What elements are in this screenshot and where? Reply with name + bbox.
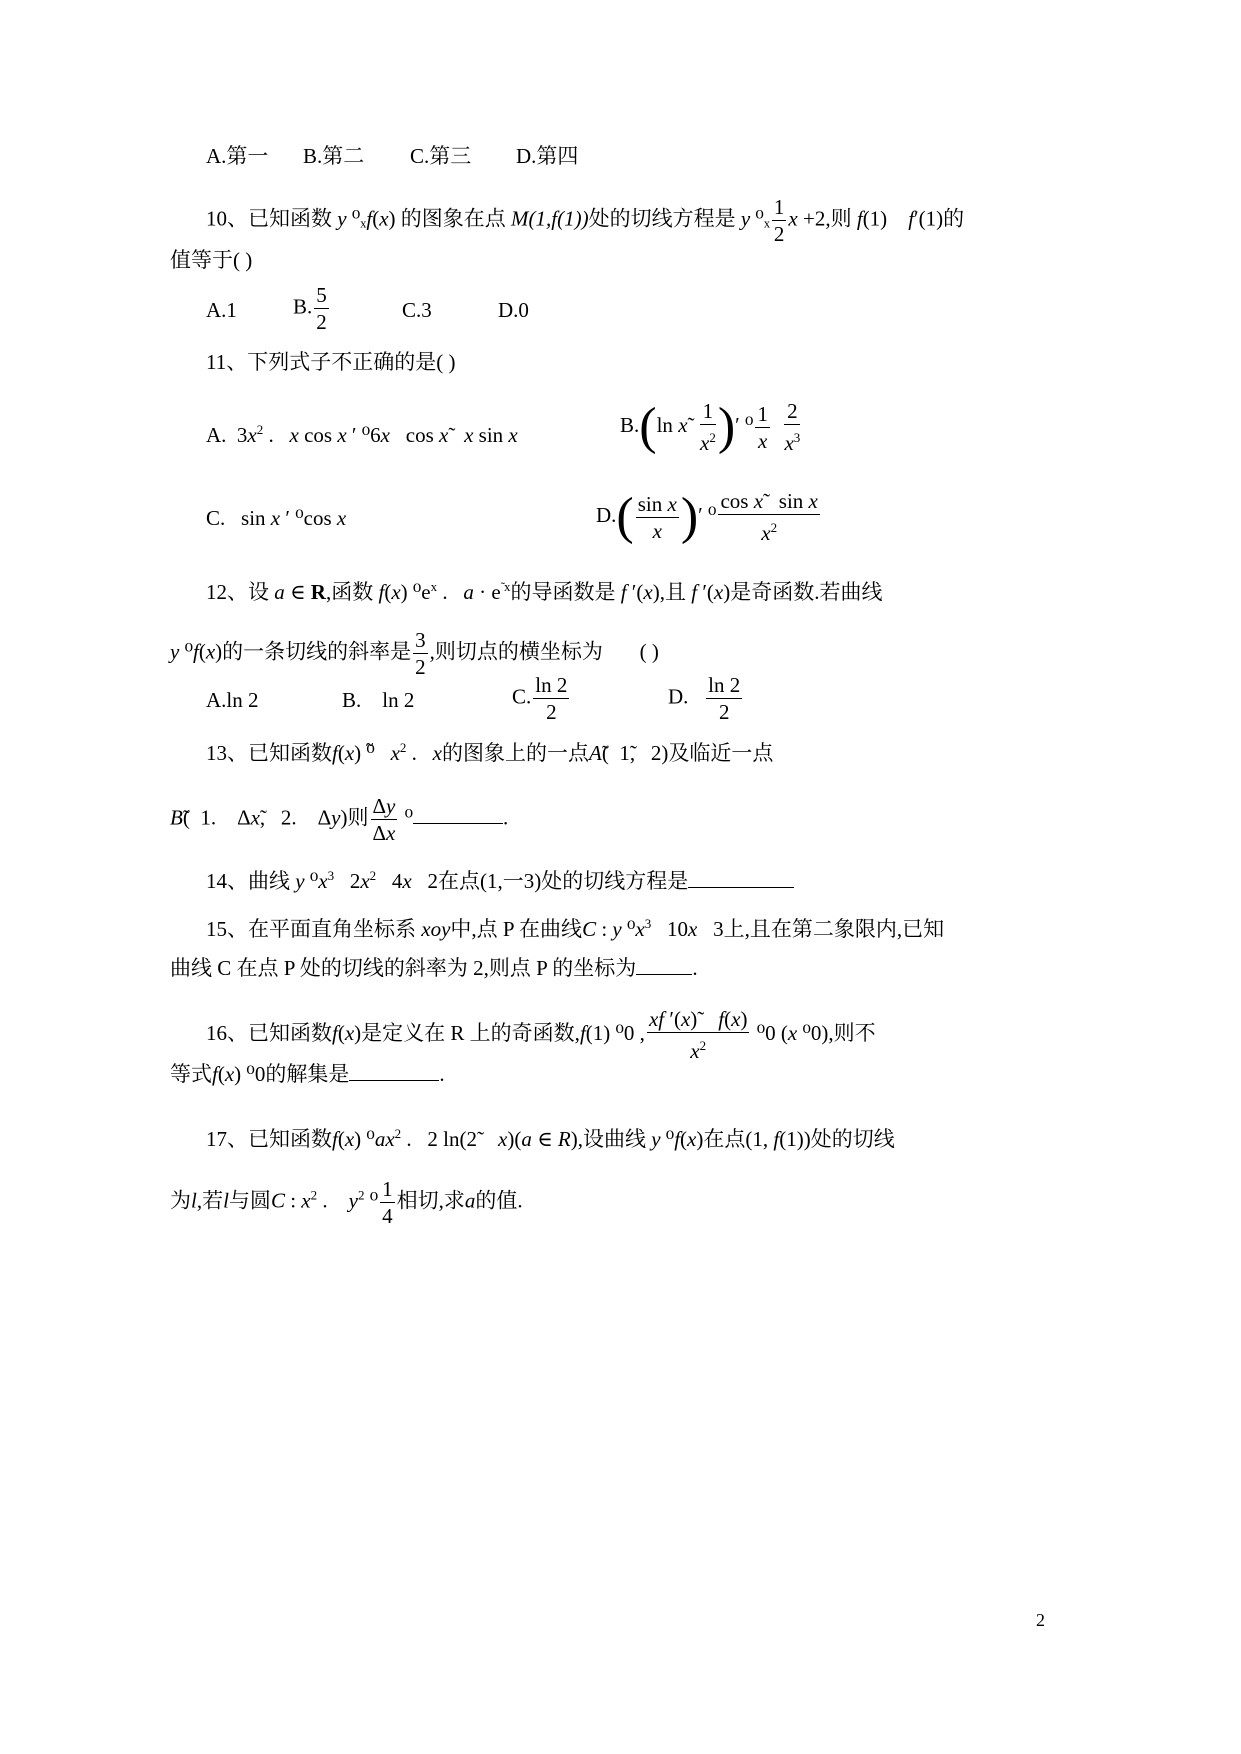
q10-tail: ,则 [825,206,852,231]
q14-stem: 14、曲线 y $^0x^3$ $2x^2$ 4x 2在点(1,一3)处的切线方程是 [206,862,794,895]
q15-stem-cont: 曲线 C 在点 P 处的切线的斜率为 2,则点 P 的坐标为 . [170,956,698,980]
q12-slope: $\frac{3}{2}$ [415,628,426,679]
q10-option-d: D.0 [498,298,529,322]
q10-fraction: $\frac{1}{2}$ [773,195,785,246]
q12-option-d: D. $\frac{\ln 2}{2}$ [668,673,741,724]
q11-option-d: D.( $\frac{\text{sin x}}{x}$ )′ ⁰ $\frac{\text{cos x̃ sin x}}{x^2}$ [596,488,818,545]
q9-option-c: C.第三 [410,144,472,168]
q11-option-a: A. $3x^2$ . x cos x ′ ⁰6x cos x̃ x sin x [206,422,518,447]
q16-stem: 16、已知函数f(x)是定义在 R 上的奇函数,f(1) ⁰0 , $\frac{xf '(x)̃ f(x)}{x^2}$ ⁰0 (x ⁰0),则不 [206,1007,876,1063]
q11-option-c: C. sin x ′ ⁰cos x [206,506,347,530]
q10-end: 的 [943,206,965,231]
q16-stem-cont: 等式f(x) ⁰0的解集是 . [170,1062,445,1086]
q15-stem: 15、在平面直角坐标系 xoy中,点 P 在曲线C : y $^0x^3$ 10x 3上,且在第二象限内,已知 [206,916,945,941]
q13-stem: 13、已知函数f(x) ⁰̃ $x^2$ . x的图象上的一点Ã( 1̃, 2)及临近一点 [206,740,774,765]
q15-answer-blank[interactable] [636,954,692,975]
q11-option-b: B.(ln x̃ $\frac{1}{x^2}$ )′ ⁰ $\frac{1}{x}$ $\frac{2}{x^3}$ [620,398,801,455]
q10-mid2: 处的切线方程是 [588,206,736,231]
q10-option-b: B. $\frac{5}{2}$ [293,283,327,334]
q12-stem: 12、设 a ∈ R,函数 f(x) $^0e^x$ . $a \cdot e^{̃ x}$的导函数是 f ′(x),且 f ′(x)是奇函数.若曲线 [206,579,883,604]
q12-option-c: C. $\frac{\ln 2}{2}$ [512,673,568,724]
q10-lead: 10、已知函数 [206,206,332,231]
q14-answer-blank[interactable] [688,867,794,888]
q10-stem: 10、已知函数 y ⁰ₓf(x) 的图象在点 M(1,f(1))处的切线方程是 y ⁰ₓ $\frac{1}{2}$ x +2,则 f(1) f′(1)的 [206,195,965,246]
q17-stem-cont: 为l,若l与圆C : $x^2$ . $y^2$ ⁰ $\frac{1}{4}$ 相切,求a的值. [170,1177,523,1228]
q13-stem-cont: B̃( 1. Δx̃, 2. Δy)则 $\frac{\Delta y}{\Delta x}$ ⁰ . [170,794,509,845]
page-number: 2 [1036,1610,1045,1630]
q13-answer-blank[interactable] [413,803,503,824]
q12-option-a: A.ln 2 [206,688,259,712]
q17-stem: 17、已知函数f(x) $^0ax^2$ . 2 ln(2̃ x)(a ∈ R),设曲线 y ⁰f(x)在点(1, f(1))处的切线 [206,1126,895,1151]
q16-answer-blank[interactable] [349,1060,439,1081]
q9-option-a: A.第一 [206,144,269,168]
q9-option-b: B.第二 [303,144,365,168]
q10-mid1: 的图象在点 [400,206,506,231]
q11-stem: 11、下列式子不正确的是( ) [206,350,456,374]
q9-option-d: D.第四 [516,144,579,168]
q10-option-c: C.3 [402,298,432,322]
q10-func: y [337,206,347,231]
q12-option-b: B. ln 2 [342,688,415,712]
q10-cont: 值等于( ) [170,248,253,272]
q10-point: M(1,f(1)) [511,206,589,231]
q12-stem-cont: y ⁰f(x)的一条切线的斜率是 $\frac{3}{2}$ ,则切点的横坐标为 ( ) [170,628,659,679]
q10-option-a: A.1 [206,298,237,322]
